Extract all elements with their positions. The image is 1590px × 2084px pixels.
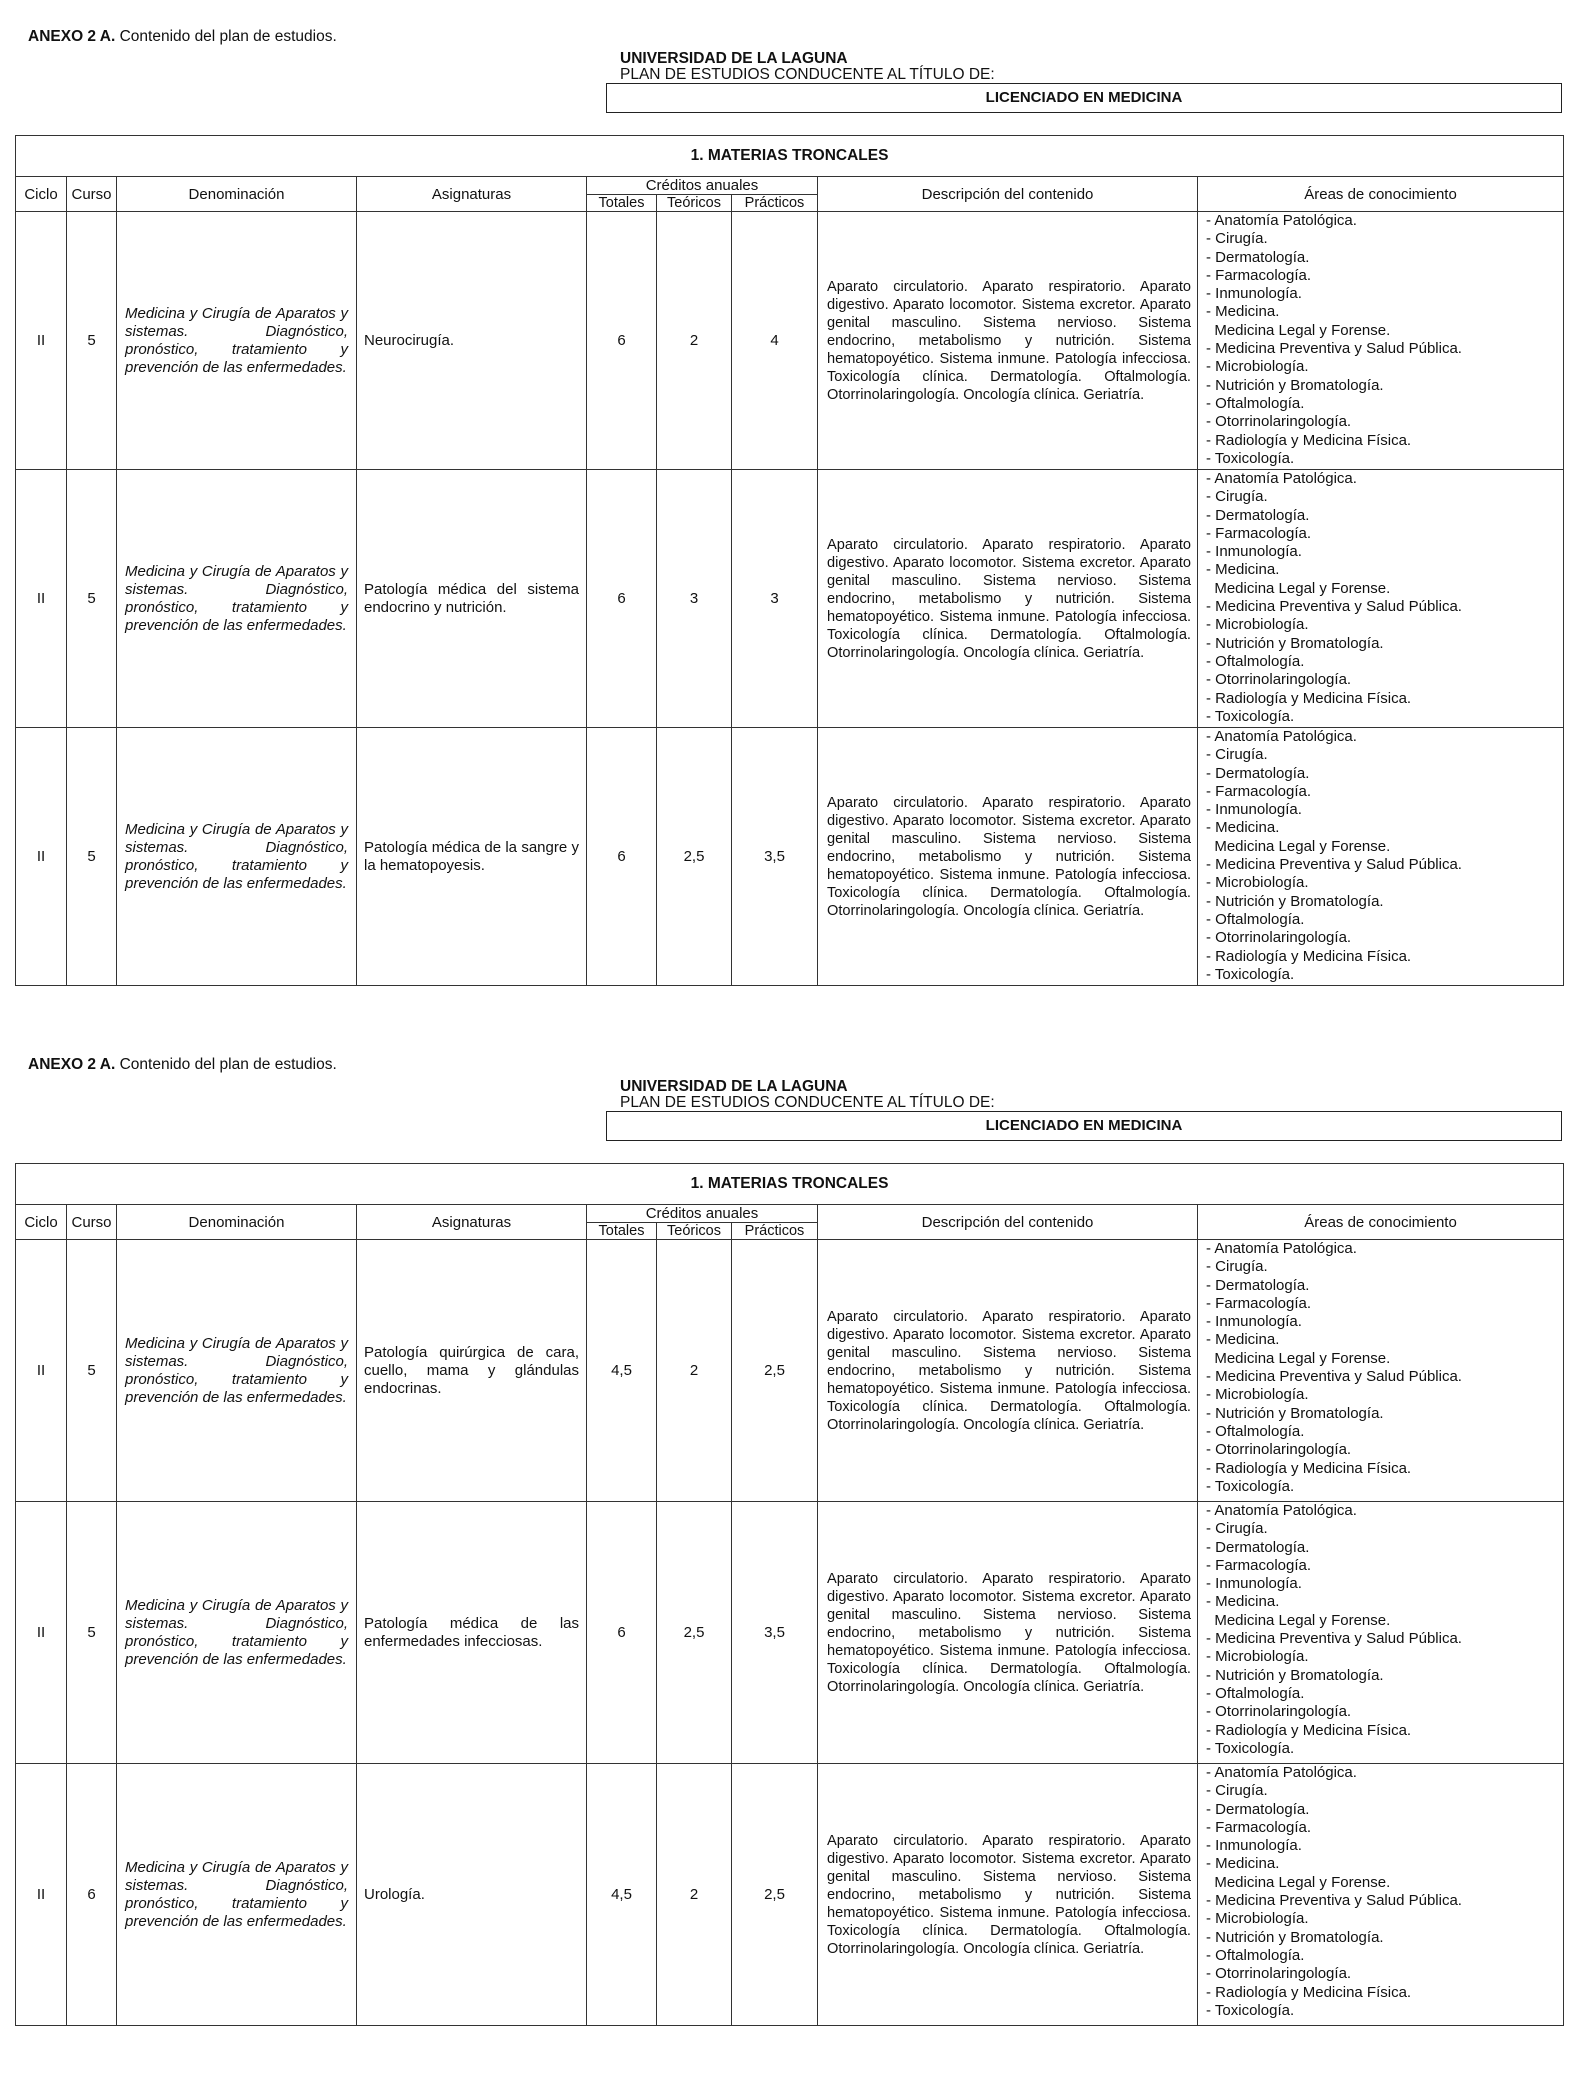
area-item: - Inmunología. xyxy=(1206,543,1559,561)
area-item: Medicina Legal y Forense. xyxy=(1214,1611,1391,1629)
area-item: - Medicina. xyxy=(1206,819,1559,837)
area-item: - Dermatología. xyxy=(1206,507,1559,525)
cell-totales: 6 xyxy=(587,212,657,470)
section-title: 1. MATERIAS TRONCALES xyxy=(16,136,1564,177)
area-item: - Farmacología. xyxy=(1206,1557,1559,1575)
plan-title: PLAN DE ESTUDIOS CONDUCENTE AL TÍTULO DE: xyxy=(620,66,995,83)
cell-practicos: 2,5 xyxy=(732,1764,818,2026)
area-item: - Nutrición y Bromatología. xyxy=(1206,1929,1559,1947)
cell-totales: 4,5 xyxy=(587,1764,657,2026)
annex-label xyxy=(28,1056,337,1074)
cell-asignatura: Patología médica de la sangre y la hematopoyesis. xyxy=(357,728,587,986)
area-item: - Cirugía. xyxy=(1206,230,1559,248)
cell-curso: 5 xyxy=(67,728,117,986)
area-item: - Toxicología. xyxy=(1206,450,1559,468)
annex-text: Contenido del plan de estudios. xyxy=(119,1056,337,1073)
cell-areas xyxy=(1198,1240,1564,1502)
cell-asignatura: Patología médica del sistema endocrino y nutrición. xyxy=(357,470,587,728)
col-creditos: Créditos anuales xyxy=(587,177,818,195)
area-item: - Medicina. xyxy=(1206,1855,1559,1873)
cell-curso: 6 xyxy=(67,1764,117,2026)
area-item: - Dermatología. xyxy=(1206,1277,1559,1295)
col-areas: Áreas de conocimiento xyxy=(1198,177,1564,212)
area-item: - Inmunología. xyxy=(1206,1575,1559,1593)
area-item: - Inmunología. xyxy=(1206,285,1559,303)
materias-table xyxy=(15,135,1564,986)
area-item: Medicina Legal y Forense. xyxy=(1214,1349,1391,1367)
area-item: - Inmunología. xyxy=(1206,801,1559,819)
area-item: - Medicina Preventiva y Salud Pública. xyxy=(1206,1368,1559,1386)
area-item: Medicina Legal y Forense. xyxy=(1214,321,1391,339)
col-practicos: Prácticos xyxy=(732,195,818,212)
cell-asignatura: Urología. xyxy=(357,1764,587,2026)
degree-title-box: LICENCIADO EN MEDICINA xyxy=(606,1111,1562,1141)
area-item: - Toxicología. xyxy=(1206,966,1559,984)
area-item: - Anatomía Patológica. xyxy=(1206,1764,1559,1782)
area-item: - Dermatología. xyxy=(1206,249,1559,267)
area-item: - Farmacología. xyxy=(1206,525,1559,543)
area-item: - Medicina. xyxy=(1206,1331,1559,1349)
cell-descripcion: Aparato circulatorio. Aparato respiratorio. Aparato digestivo. Aparato locomotor. Sistema excretor. Aparato genital masculino. Sistema nervioso. Sistema endocrino, metabolismo y nutrición. Sistema hematopoyético. Sistema inmune. Patología infecciosa. Toxicología clínica. Dermatología. Oftalmología. Otorrinolaringología. Oncología clínica. Geriatría. xyxy=(818,1764,1198,2026)
area-item: - Otorrinolaringología. xyxy=(1206,671,1559,689)
cell-totales: 6 xyxy=(587,1502,657,1764)
area-item: - Farmacología. xyxy=(1206,267,1559,285)
col-descripcion: Descripción del contenido xyxy=(818,1205,1198,1240)
materias-table xyxy=(15,1163,1564,2026)
col-curso: Curso xyxy=(67,1205,117,1240)
col-totales: Totales xyxy=(587,195,657,212)
area-item: - Radiología y Medicina Física. xyxy=(1206,432,1559,450)
area-item: - Oftalmología. xyxy=(1206,1685,1559,1703)
cell-practicos: 3 xyxy=(732,470,818,728)
cell-ciclo: II xyxy=(16,1240,67,1502)
area-item: Medicina Legal y Forense. xyxy=(1214,837,1391,855)
cell-curso: 5 xyxy=(67,470,117,728)
area-item: - Otorrinolaringología. xyxy=(1206,1965,1559,1983)
area-item: - Nutrición y Bromatología. xyxy=(1206,377,1559,395)
area-item: - Radiología y Medicina Física. xyxy=(1206,690,1559,708)
cell-curso: 5 xyxy=(67,212,117,470)
section-title: 1. MATERIAS TRONCALES xyxy=(16,1164,1564,1205)
col-descripcion: Descripción del contenido xyxy=(818,177,1198,212)
cell-practicos: 3,5 xyxy=(732,728,818,986)
area-item: - Radiología y Medicina Física. xyxy=(1206,1722,1559,1740)
area-item: - Nutrición y Bromatología. xyxy=(1206,1667,1559,1685)
area-item: - Oftalmología. xyxy=(1206,395,1559,413)
area-item: - Toxicología. xyxy=(1206,2002,1559,2020)
plan-title: PLAN DE ESTUDIOS CONDUCENTE AL TÍTULO DE: xyxy=(620,1094,995,1111)
cell-teoricos: 2,5 xyxy=(657,728,732,986)
cell-ciclo: II xyxy=(16,1764,67,2026)
area-item: - Farmacología. xyxy=(1206,783,1559,801)
cell-areas xyxy=(1198,1764,1564,2026)
cell-descripcion: Aparato circulatorio. Aparato respiratorio. Aparato digestivo. Aparato locomotor. Sistema excretor. Aparato genital masculino. Sistema nervioso. Sistema endocrino, metabolismo y nutrición. Sistema hematopoyético. Sistema inmune. Patología infecciosa. Toxicología clínica. Dermatología. Oftalmología. Otorrinolaringología. Oncología clínica. Geriatría. xyxy=(818,1240,1198,1502)
col-asignaturas: Asignaturas xyxy=(357,177,587,212)
areas-list xyxy=(1206,1764,1559,2020)
area-item: - Otorrinolaringología. xyxy=(1206,929,1559,947)
area-item: - Toxicología. xyxy=(1206,1478,1559,1496)
table-row xyxy=(16,1764,1564,2026)
cell-descripcion: Aparato circulatorio. Aparato respiratorio. Aparato digestivo. Aparato locomotor. Sistema excretor. Aparato genital masculino. Sistema nervioso. Sistema endocrino, metabolismo y nutrición. Sistema hematopoyético. Sistema inmune. Patología infecciosa. Toxicología clínica. Dermatología. Oftalmología. Otorrinolaringología. Oncología clínica. Geriatría. xyxy=(818,1502,1198,1764)
col-ciclo: Ciclo xyxy=(16,177,67,212)
col-creditos: Créditos anuales xyxy=(587,1205,818,1223)
area-item: - Cirugía. xyxy=(1206,746,1559,764)
area-item: - Cirugía. xyxy=(1206,488,1559,506)
areas-list xyxy=(1206,470,1559,726)
cell-ciclo: II xyxy=(16,1502,67,1764)
cell-denominacion: Medicina y Cirugía de Aparatos y sistemas. Diagnóstico, pronóstico, tratamiento y prevención de las enfermedades. xyxy=(117,1764,357,2026)
cell-areas xyxy=(1198,470,1564,728)
area-item: - Medicina. xyxy=(1206,303,1559,321)
col-teoricos: Teóricos xyxy=(657,195,732,212)
cell-curso: 5 xyxy=(67,1502,117,1764)
col-teoricos: Teóricos xyxy=(657,1223,732,1240)
cell-totales: 6 xyxy=(587,470,657,728)
area-item: - Dermatología. xyxy=(1206,765,1559,783)
area-item: - Farmacología. xyxy=(1206,1295,1559,1313)
table-row xyxy=(16,1240,1564,1502)
area-item: - Medicina Preventiva y Salud Pública. xyxy=(1206,340,1559,358)
area-item: - Farmacología. xyxy=(1206,1819,1559,1837)
area-item: - Medicina. xyxy=(1206,1593,1559,1611)
annex-label xyxy=(28,28,337,46)
cell-teoricos: 2 xyxy=(657,212,732,470)
area-item: - Otorrinolaringología. xyxy=(1206,1441,1559,1459)
cell-practicos: 3,5 xyxy=(732,1502,818,1764)
cell-teoricos: 2 xyxy=(657,1240,732,1502)
area-item: - Medicina Preventiva y Salud Pública. xyxy=(1206,1892,1559,1910)
area-item: - Microbiología. xyxy=(1206,1910,1559,1928)
cell-areas xyxy=(1198,1502,1564,1764)
area-item: - Medicina Preventiva y Salud Pública. xyxy=(1206,598,1559,616)
area-item: - Oftalmología. xyxy=(1206,911,1559,929)
area-item: - Medicina Preventiva y Salud Pública. xyxy=(1206,856,1559,874)
area-item: - Dermatología. xyxy=(1206,1801,1559,1819)
annex-number: ANEXO 2 A. xyxy=(28,1056,116,1073)
cell-teoricos: 2 xyxy=(657,1764,732,2026)
area-item: - Toxicología. xyxy=(1206,1740,1559,1758)
cell-ciclo: II xyxy=(16,212,67,470)
area-item: - Otorrinolaringología. xyxy=(1206,413,1559,431)
cell-areas xyxy=(1198,212,1564,470)
col-practicos: Prácticos xyxy=(732,1223,818,1240)
cell-totales: 6 xyxy=(587,728,657,986)
cell-asignatura: Neurocirugía. xyxy=(357,212,587,470)
area-item: - Oftalmología. xyxy=(1206,653,1559,671)
cell-descripcion: Aparato circulatorio. Aparato respiratorio. Aparato digestivo. Aparato locomotor. Sistema excretor. Aparato genital masculino. Sistema nervioso. Sistema endocrino, metabolismo y nutrición. Sistema hematopoyético. Sistema inmune. Patología infecciosa. Toxicología clínica. Dermatología. Oftalmología. Otorrinolaringología. Oncología clínica. Geriatría. xyxy=(818,728,1198,986)
area-item: Medicina Legal y Forense. xyxy=(1214,579,1391,597)
cell-practicos: 2,5 xyxy=(732,1240,818,1502)
areas-list xyxy=(1206,212,1559,468)
col-totales: Totales xyxy=(587,1223,657,1240)
area-item: - Microbiología. xyxy=(1206,874,1559,892)
cell-denominacion: Medicina y Cirugía de Aparatos y sistemas. Diagnóstico, pronóstico, tratamiento y prevención de las enfermedades. xyxy=(117,470,357,728)
area-item: - Oftalmología. xyxy=(1206,1423,1559,1441)
col-ciclo: Ciclo xyxy=(16,1205,67,1240)
degree-title-box: LICENCIADO EN MEDICINA xyxy=(606,83,1562,113)
annex-text: Contenido del plan de estudios. xyxy=(119,28,337,45)
cell-practicos: 4 xyxy=(732,212,818,470)
area-item: - Anatomía Patológica. xyxy=(1206,212,1559,230)
area-item: - Cirugía. xyxy=(1206,1520,1559,1538)
col-areas: Áreas de conocimiento xyxy=(1198,1205,1564,1240)
col-curso: Curso xyxy=(67,177,117,212)
cell-curso: 5 xyxy=(67,1240,117,1502)
table-row xyxy=(16,1502,1564,1764)
areas-list xyxy=(1206,728,1559,984)
cell-teoricos: 2,5 xyxy=(657,1502,732,1764)
area-item: - Nutrición y Bromatología. xyxy=(1206,635,1559,653)
area-item: - Radiología y Medicina Física. xyxy=(1206,948,1559,966)
area-item: - Medicina. xyxy=(1206,561,1559,579)
col-denominacion: Denominación xyxy=(117,1205,357,1240)
cell-asignatura: Patología médica de las enfermedades infecciosas. xyxy=(357,1502,587,1764)
cell-ciclo: II xyxy=(16,728,67,986)
area-item: Medicina Legal y Forense. xyxy=(1214,1873,1391,1891)
cell-denominacion: Medicina y Cirugía de Aparatos y sistemas. Diagnóstico, pronóstico, tratamiento y prevención de las enfermedades. xyxy=(117,728,357,986)
area-item: - Otorrinolaringología. xyxy=(1206,1703,1559,1721)
university-name: UNIVERSIDAD DE LA LAGUNA xyxy=(620,50,848,67)
cell-denominacion: Medicina y Cirugía de Aparatos y sistemas. Diagnóstico, pronóstico, tratamiento y prevención de las enfermedades. xyxy=(117,1240,357,1502)
university-name: UNIVERSIDAD DE LA LAGUNA xyxy=(620,1078,848,1095)
cell-denominacion: Medicina y Cirugía de Aparatos y sistemas. Diagnóstico, pronóstico, tratamiento y prevención de las enfermedades. xyxy=(117,212,357,470)
area-item: - Anatomía Patológica. xyxy=(1206,1502,1559,1520)
col-asignaturas: Asignaturas xyxy=(357,1205,587,1240)
cell-teoricos: 3 xyxy=(657,470,732,728)
area-item: - Medicina Preventiva y Salud Pública. xyxy=(1206,1630,1559,1648)
area-item: - Radiología y Medicina Física. xyxy=(1206,1984,1559,2002)
area-item: - Cirugía. xyxy=(1206,1258,1559,1276)
area-item: - Radiología y Medicina Física. xyxy=(1206,1460,1559,1478)
area-item: - Dermatología. xyxy=(1206,1539,1559,1557)
cell-areas xyxy=(1198,728,1564,986)
cell-totales: 4,5 xyxy=(587,1240,657,1502)
cell-descripcion: Aparato circulatorio. Aparato respiratorio. Aparato digestivo. Aparato locomotor. Sistema excretor. Aparato genital masculino. Sistema nervioso. Sistema endocrino, metabolismo y nutrición. Sistema hematopoyético. Sistema inmune. Patología infecciosa. Toxicología clínica. Dermatología. Oftalmología. Otorrinolaringología. Oncología clínica. Geriatría. xyxy=(818,470,1198,728)
area-item: - Microbiología. xyxy=(1206,1648,1559,1666)
annex-number: ANEXO 2 A. xyxy=(28,28,116,45)
table-row xyxy=(16,470,1564,728)
col-denominacion: Denominación xyxy=(117,177,357,212)
areas-list xyxy=(1206,1502,1559,1758)
cell-ciclo: II xyxy=(16,470,67,728)
table-row xyxy=(16,212,1564,470)
table-row xyxy=(16,728,1564,986)
area-item: - Microbiología. xyxy=(1206,616,1559,634)
area-item: - Anatomía Patológica. xyxy=(1206,728,1559,746)
area-item: - Microbiología. xyxy=(1206,1386,1559,1404)
cell-asignatura: Patología quirúrgica de cara, cuello, mama y glándulas endocrinas. xyxy=(357,1240,587,1502)
cell-denominacion: Medicina y Cirugía de Aparatos y sistemas. Diagnóstico, pronóstico, tratamiento y prevención de las enfermedades. xyxy=(117,1502,357,1764)
area-item: - Inmunología. xyxy=(1206,1837,1559,1855)
areas-list xyxy=(1206,1240,1559,1496)
area-item: - Microbiología. xyxy=(1206,358,1559,376)
area-item: - Nutrición y Bromatología. xyxy=(1206,893,1559,911)
cell-descripcion: Aparato circulatorio. Aparato respiratorio. Aparato digestivo. Aparato locomotor. Sistema excretor. Aparato genital masculino. Sistema nervioso. Sistema endocrino, metabolismo y nutrición. Sistema hematopoyético. Sistema inmune. Patología infecciosa. Toxicología clínica. Dermatología. Oftalmología. Otorrinolaringología. Oncología clínica. Geriatría. xyxy=(818,212,1198,470)
area-item: - Nutrición y Bromatología. xyxy=(1206,1405,1559,1423)
area-item: - Cirugía. xyxy=(1206,1782,1559,1800)
area-item: - Anatomía Patológica. xyxy=(1206,1240,1559,1258)
area-item: - Anatomía Patológica. xyxy=(1206,470,1559,488)
area-item: - Oftalmología. xyxy=(1206,1947,1559,1965)
area-item: - Inmunología. xyxy=(1206,1313,1559,1331)
area-item: - Toxicología. xyxy=(1206,708,1559,726)
